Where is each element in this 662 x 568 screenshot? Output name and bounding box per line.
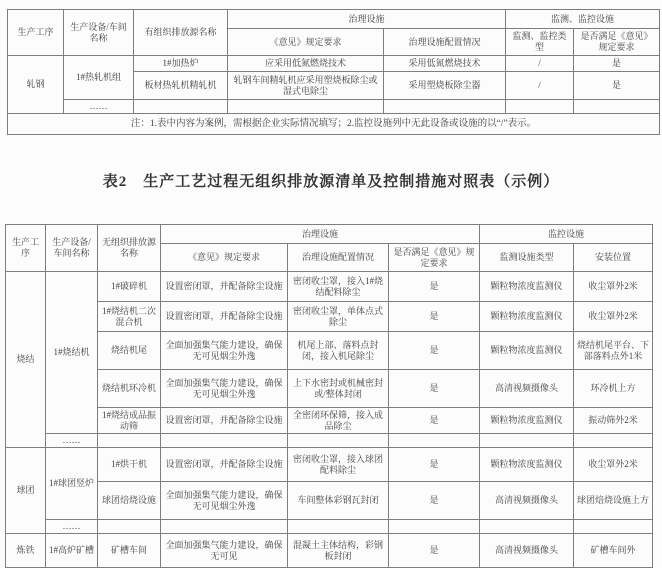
empty-cell <box>161 434 288 448</box>
t2-r5-monitor-type: 颗粒物浓度监测仪 <box>480 408 574 434</box>
t2-header-process: 生产工序 <box>6 225 46 272</box>
t1-r1-requirement: 应采用低氮燃烧技术 <box>228 56 384 72</box>
table-row <box>8 100 660 114</box>
t2-r7-location: 收尘罩外2米 <box>574 448 653 482</box>
t2-r2-config: 密闭收尘罩，单体点式除尘 <box>288 302 389 332</box>
t1-r1-config: 采用低氮燃烧技术 <box>384 56 506 72</box>
t2-r1-source: 1#破碎机 <box>98 272 161 302</box>
t2-r5-config: 全密闭环保筛，接入成品除尘 <box>288 408 389 434</box>
empty-cell <box>574 100 660 114</box>
t2-header-source: 无组织排放源名称 <box>98 225 161 272</box>
t2-r2-satisfy: 是 <box>389 302 480 332</box>
t2-header-location: 安装位置 <box>574 244 653 272</box>
t2-r2-requirement: 设置密闭罩，并配备除尘设施 <box>161 302 288 332</box>
t2-r10-satisfy: 是 <box>389 534 480 568</box>
t1-r1-satisfy: 是 <box>574 56 660 72</box>
t2-r7-monitor-type: 颗粒物浓度监测仪 <box>480 448 574 482</box>
t2-r7-source: 1#烘干机 <box>98 448 161 482</box>
t1-header-monitor-type: 监测、监控类型 <box>506 29 574 56</box>
t2-r3-config: 机尾上部、落料点封闭，接入机尾除尘 <box>288 332 389 370</box>
t2-r7-satisfy: 是 <box>389 448 480 482</box>
empty-cell <box>574 520 653 534</box>
t2-r6-equipment: …… <box>46 434 98 448</box>
t2-r8-requirement: 全面加强集气能力建设，确保无可见烟尘外逸 <box>161 482 288 520</box>
t2-r8-monitor-type: 高清视频摄像头 <box>480 482 574 520</box>
t1-header-config: 治理设施配置情况 <box>384 29 506 56</box>
empty-cell <box>161 520 288 534</box>
t2-r10-source: 矿槽车间 <box>98 534 161 568</box>
t1-header-requirement: 《意见》规定要求 <box>228 29 384 56</box>
t2-r10-monitor-type: 高清视频摄像头 <box>480 534 574 568</box>
t2-r10-location: 矿槽车间外 <box>574 534 653 568</box>
empty-cell <box>389 520 480 534</box>
t1-header-satisfy: 是否满足《意见》规定要求 <box>574 29 660 56</box>
t1-header-process: 生产工序 <box>8 10 64 56</box>
table-row <box>6 408 653 434</box>
t2-header-equipment: 生产设备/车间名称 <box>46 225 98 272</box>
t2-r3-location: 烧结机尾平台、下部落料点外1米 <box>574 332 653 370</box>
t2-r4-requirement: 全面加强集气能力建设，确保无可见烟尘外逸 <box>161 370 288 408</box>
t1-header-treatment-group: 治理设施 <box>228 10 506 29</box>
empty-cell <box>228 100 384 114</box>
table-row <box>6 534 653 568</box>
t2-r10-requirement: 全面加强集气能力建设，确保无可见 <box>161 534 288 568</box>
t1-header-equipment: 生产设备/车间名称 <box>64 10 134 56</box>
t1-footnote: 注：1.表中内容为案例，需根据企业实际情况填写；2.监控设施列中无此设备或设施的以“/”表示。 <box>8 114 660 135</box>
t2-r4-source: 烧结机环冷机 <box>98 370 161 408</box>
t2-r1-satisfy: 是 <box>389 272 480 302</box>
empty-cell <box>506 100 574 114</box>
table-row <box>6 482 653 520</box>
t2-header-monitor-group: 监控设施 <box>480 225 653 244</box>
t2-r2-source: 1#烧结机二次混合机 <box>98 302 161 332</box>
table-row <box>6 434 653 448</box>
table-row <box>8 56 660 72</box>
t1-r2-source: 板材热轧机精轧机 <box>134 72 228 100</box>
t2-r2-monitor-type: 颗粒物浓度监测仪 <box>480 302 574 332</box>
t2-r5-location: 振动筛外2米 <box>574 408 653 434</box>
t2-r8-location: 球团焙烧设施上方 <box>574 482 653 520</box>
organized-emission-table <box>7 9 660 135</box>
t2-r4-location: 环冷机上方 <box>574 370 653 408</box>
t2-r7-config: 密闭收尘罩，接入球团配料除尘 <box>288 448 389 482</box>
t2-r4-satisfy: 是 <box>389 370 480 408</box>
empty-cell <box>389 434 480 448</box>
empty-cell <box>134 100 228 114</box>
t2-r1-location: 收尘罩外2米 <box>574 272 653 302</box>
t2-r4-monitor-type: 高清视频摄像头 <box>480 370 574 408</box>
t2-r8-satisfy: 是 <box>389 482 480 520</box>
t1-r2-requirement: 轧钢车间精轧机应采用塑烧板除尘或湿式电除尘 <box>228 72 384 100</box>
table-row <box>6 520 653 534</box>
table-row <box>6 302 653 332</box>
t2-r1-requirement: 设置密闭罩，并配备除尘设施 <box>161 272 288 302</box>
t2-r3-requirement: 全面加强集气能力建设，确保无可见烟尘外逸 <box>161 332 288 370</box>
t2-r7-process: 球团 <box>6 448 46 534</box>
t1-header-source: 有组织排放源名称 <box>134 10 228 56</box>
t2-header-treatment-group: 治理设施 <box>161 225 480 244</box>
t2-r4-config: 上下水密封或机械密封或/整体封闭 <box>288 370 389 408</box>
t1-r1-equipment: 1#热轧机组 <box>64 56 134 100</box>
t2-r7-requirement: 设置密闭罩，并配备除尘设施 <box>161 448 288 482</box>
t2-r2-location: 收尘罩外2米 <box>574 302 653 332</box>
t2-header-monitor-type: 监测设施类型 <box>480 244 574 272</box>
t2-r9-equipment: …… <box>46 520 98 534</box>
t2-header-config: 治理设施配置情况 <box>288 244 389 272</box>
t2-r1-process: 烧结 <box>6 272 46 448</box>
t2-r5-satisfy: 是 <box>389 408 480 434</box>
empty-cell <box>288 434 389 448</box>
empty-cell <box>384 100 506 114</box>
t2-r3-source: 烧结机尾 <box>98 332 161 370</box>
t1-r3-equipment: …… <box>64 100 134 114</box>
empty-cell <box>288 520 389 534</box>
t2-r3-satisfy: 是 <box>389 332 480 370</box>
table-row <box>6 370 653 408</box>
empty-cell <box>98 520 161 534</box>
t2-r10-process: 炼铁 <box>6 534 46 568</box>
t1-r1-process: 轧钢 <box>8 56 64 114</box>
t2-header-satisfy: 是否满足《意见》规定要求 <box>389 244 480 272</box>
table-row <box>6 332 653 370</box>
t2-header-requirement: 《意见》规定要求 <box>161 244 288 272</box>
empty-cell <box>574 434 653 448</box>
t1-r1-monitor-type: / <box>506 56 574 72</box>
t2-r10-equipment: 1#高炉矿槽 <box>46 534 98 568</box>
t2-r8-source: 球团焙烧设施 <box>98 482 161 520</box>
t2-r5-source: 1#烧结成品振动筛 <box>98 408 161 434</box>
empty-cell <box>98 434 161 448</box>
table-footnote-row <box>8 114 660 135</box>
t2-r10-config: 混凝土主体结构，彩钢板封闭 <box>288 534 389 568</box>
table2-title: 表2 生产工艺过程无组织排放源清单及控制措施对照表（示例） <box>102 174 560 190</box>
t2-r1-config: 密闭收尘罩，接入1#烧结配料除尘 <box>288 272 389 302</box>
t1-r2-satisfy: 是 <box>574 72 660 100</box>
t2-r5-requirement: 设置密闭罩，并配备除尘设施 <box>161 408 288 434</box>
empty-cell <box>480 434 574 448</box>
t1-r2-monitor-type: / <box>506 72 574 100</box>
table-row <box>6 272 653 302</box>
t1-r2-config: 采用塑烧板除尘器 <box>384 72 506 100</box>
table-row <box>6 448 653 482</box>
t2-r1-monitor-type: 颗粒物浓度监测仪 <box>480 272 574 302</box>
empty-cell <box>480 520 574 534</box>
t1-r1-source: 1#加热炉 <box>134 56 228 72</box>
t2-r8-config: 车间整体彩钢瓦封闭 <box>288 482 389 520</box>
t1-header-monitor-group: 监测、监控设施 <box>506 10 660 29</box>
t2-r7-equipment: 1#球团竖炉 <box>46 448 98 520</box>
t2-r3-monitor-type: 颗粒物浓度监测仪 <box>480 332 574 370</box>
unorganized-emission-table <box>5 224 653 568</box>
t2-r1-equipment: 1#烧结机 <box>46 272 98 434</box>
